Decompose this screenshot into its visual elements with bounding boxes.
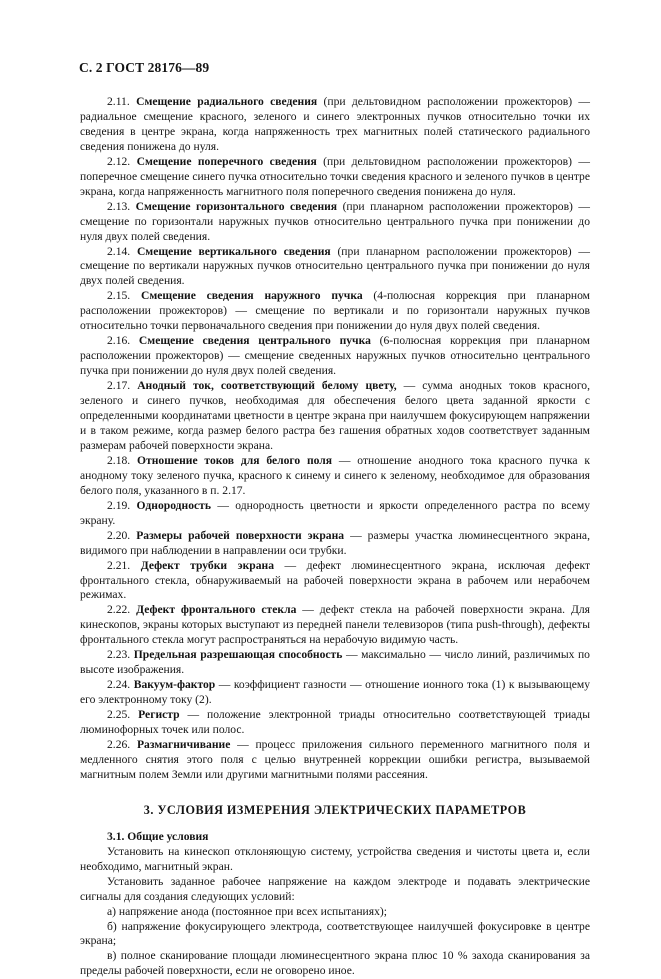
definition-text: — размеры участка люминесцентного экрана, видимого при наблюдении в направлении оси трубки.: [80, 528, 590, 557]
definition-number: 2.25.: [107, 708, 131, 722]
definition-text: — процесс приложения сильного переменного магнитного поля и медленного снятия этого поля с целью внутренней коррекции ошибки регистра, вызываемой магнитным полем Земли или другими магнитными полями рассеяния.: [80, 737, 590, 781]
definition-term: Смещение сведения центрального пучка: [138, 334, 371, 348]
definition-number: 2.21.: [107, 558, 131, 572]
subsection-title: 3.1. Общие условия: [107, 829, 209, 843]
definition-paragraph: [80, 379, 590, 454]
definition-term: Регистр: [138, 708, 180, 722]
definition-number: 2.23.: [107, 648, 131, 662]
definition-paragraph: [80, 708, 590, 738]
definition-number: 2.18.: [107, 453, 131, 467]
definition-text: (при дельтовидном расположении прожекторов) — радиальное смещение красного, зеленого и синего электронных пучков относительно точки их сведения в центре экрана, когда напряженность трех магнитных полей статического радиального сведения понижена до нуля.: [80, 95, 590, 153]
definition-text: — коэффициент газности — отношение ионного тока (1) к вызывающему его электронному току (2).: [80, 678, 590, 707]
definition-text: — сумма анодных токов красного, зеленого и синего пучков, необходимая для обеспечения белого цвета заданной яркости с определенными координатами цветности в центре экрана при наилучшем фокусирующем напряжении и в таком режиме, когда размер белого растра без гашения обратных ходов соответствует заданным размерам рабочей поверхности экрана.: [80, 379, 590, 452]
definition-text: — максимально — число линий, различимых по высоте изображения.: [80, 648, 590, 677]
definition-term: Размагничивание: [136, 737, 231, 751]
definition-paragraph: [80, 499, 590, 529]
definition-term: Смещение радиального сведения: [136, 95, 318, 108]
definition-text: (при дельтовидном расположении прожекторов) — поперечное смещение синего пучка относительно точки сведения красного и зеленого пучков в центре экрана, когда напряженность магнитного поля поперечного сведения понижена до нуля.: [80, 154, 591, 198]
definition-number: 2.19.: [107, 498, 131, 512]
definition-paragraph: [80, 155, 590, 200]
definition-text: — отношение анодного тока красного пучка к анодному току зеленого пучка, красного к синему и синего к зеленому, необходимое для образования белого поля, указанного в п. 2.17.: [80, 453, 590, 497]
definition-text: — дефект стекла на рабочей поверхности экрана. Для кинескопов, экраны которых выступают из передней панели телевизоров (типа push-through), дефекты фронтального стекла могут распространяться на нерабочую видимую часть.: [80, 603, 590, 647]
definition-paragraph: [80, 529, 590, 559]
section-title: 3. УСЛОВИЯ ИЗМЕРЕНИЯ ЭЛЕКТРИЧЕСКИХ ПАРАМЕТРОВ: [143, 802, 527, 817]
definition-number: 2.15.: [107, 289, 131, 303]
definition-paragraph: [80, 678, 590, 708]
definition-term: Дефект фронтального стекла: [136, 603, 297, 617]
definition-number: 2.20.: [107, 528, 131, 542]
definition-term: Смещение горизонтального сведения: [135, 199, 338, 213]
definition-paragraph: [80, 603, 590, 648]
definition-number: 2.11.: [107, 95, 130, 108]
definition-paragraph: [80, 95, 590, 155]
section-paragraph: Установить заданное рабочее напряжение на каждом электроде и подавать электрические сигналы для создания следующих условий:: [80, 874, 590, 903]
definition-number: 2.13.: [107, 199, 131, 213]
definition-paragraph: [80, 648, 590, 678]
definition-number: 2.16.: [107, 334, 131, 348]
definition-number: 2.24.: [107, 678, 131, 692]
page-header: С. 2 ГОСТ 28176—89: [79, 60, 210, 75]
definition-text: — однородность цветности и яркости определенного растра по всему экрану.: [80, 498, 590, 527]
definition-paragraph: [80, 245, 590, 290]
definition-text: (при планарном расположении прожекторов) — смещение по вертикали наружных пучков относительно центрального пучка при понижении до нуля двух полей сведения.: [80, 244, 590, 288]
section-paragraph: Установить на кинескоп отклоняющую систему, устройства сведения и чистоты цвета и, если необходимо, магнитный экран.: [80, 844, 590, 873]
definition-number: 2.14.: [107, 244, 131, 258]
section-paragraphs: [80, 845, 590, 979]
definition-term: Однородность: [136, 498, 211, 512]
definition-paragraph: [80, 738, 590, 783]
definition-paragraph: [80, 334, 590, 379]
definition-number: 2.26.: [107, 737, 131, 751]
definition-number: 2.12.: [107, 154, 131, 168]
definition-term: Предельная разрешающая способность: [133, 648, 343, 662]
definition-text: (6-полюсная коррекция при планарном расположении прожекторов) — смещение сведенных наружных пучков относительно центрального пучка при понижении до нуля двух полей сведения.: [80, 334, 590, 378]
definition-paragraph: [80, 289, 590, 334]
definition-text: (4-полюсная коррекция при планарном расположении прожекторов) — смещение по вертикали и по горизонтали наружных пучков относительно точки первоначального сведения при понижении до нуля двух полей сведения.: [80, 289, 590, 333]
definition-number: 2.17.: [107, 379, 131, 393]
section-paragraph: б) напряжение фокусирующего электрода, соответствующее наилучшей фокусировке в центре экрана;: [80, 919, 590, 948]
document-body: [80, 95, 590, 979]
definition-term: Смещение сведения наружного пучка: [140, 289, 363, 303]
definition-term: Дефект трубки экрана: [140, 558, 275, 572]
definition-term: Анодный ток, соответствующий белому цвету,: [137, 379, 397, 393]
definition-term: Размеры рабочей поверхности экрана: [136, 528, 345, 542]
definition-text: — положение электронной триады относительно соответствующей триады люминофорных точек или полос.: [80, 708, 590, 737]
definition-paragraph: [80, 200, 590, 245]
definition-term: Отношение токов для белого поля: [137, 453, 333, 467]
definitions-list: [80, 95, 590, 783]
definition-term: Смещение вертикального сведения: [136, 244, 331, 258]
definition-text: (при планарном расположении прожекторов) — смещение по горизонтали наружных пучков относительно центрального пучка при понижении до нуля двух полей сведения.: [80, 199, 590, 243]
definition-paragraph: [80, 559, 590, 604]
section-paragraph: в) полное сканирование площади люминесцентного экрана плюс 10 % захода сканирования за пределы рабочей поверхности, если не оговорено иное.: [80, 949, 590, 978]
definition-term: Смещение поперечного сведения: [136, 154, 317, 168]
definition-number: 2.22.: [107, 603, 131, 617]
definition-text: — дефект люминесцентного экрана, исключая дефект фронтального стекла, обнаруживаемый на рабочей поверхности экрана в рабочем или нерабочем режимах.: [80, 558, 591, 602]
section-paragraph: а) напряжение анода (постоянное при всех испытаниях);: [107, 904, 387, 918]
definition-term: Вакуум-фактор: [133, 678, 216, 692]
definition-paragraph: [80, 454, 590, 499]
